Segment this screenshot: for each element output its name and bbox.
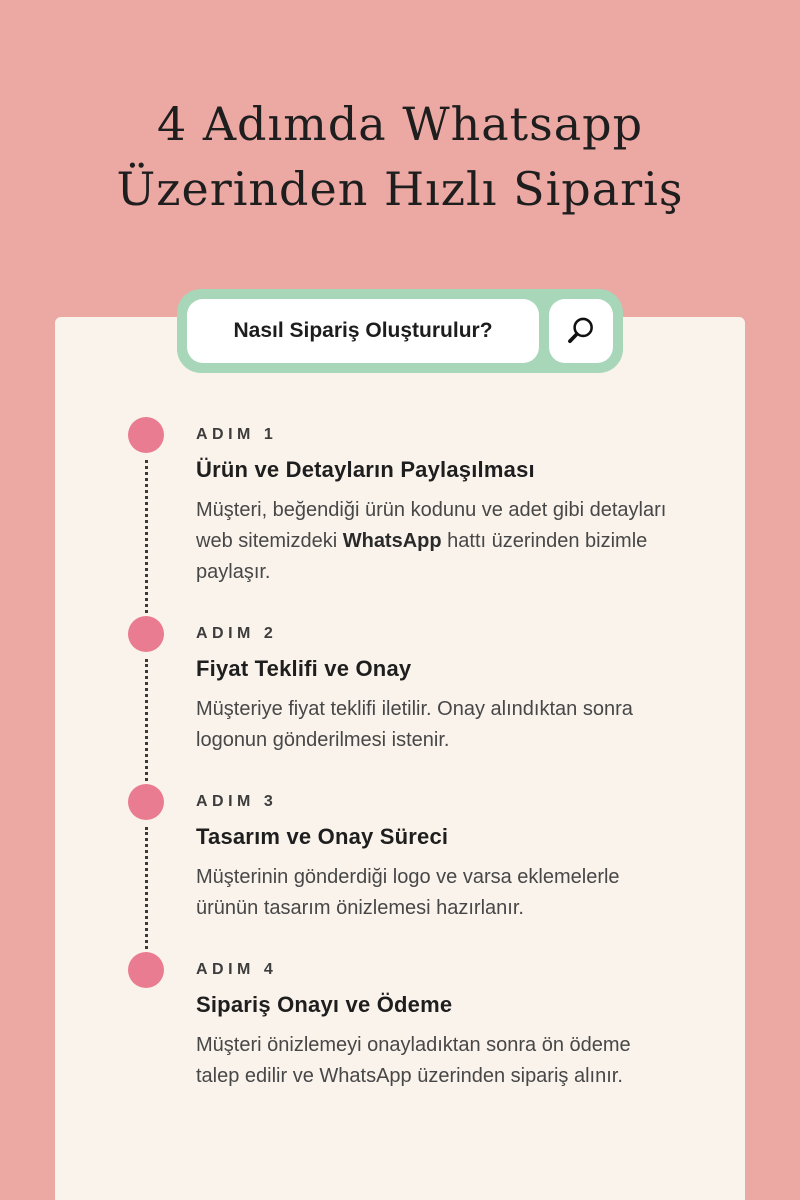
- step-body: [196, 694, 676, 756]
- step-body-text: Müşteri önizlemeyi onayladıktan sonra ön ödeme talep edilir ve WhatsApp üzerinden sipariş alınır.: [196, 1033, 631, 1087]
- search-icon: [564, 314, 598, 348]
- step-3: [128, 784, 697, 952]
- step-3-content: [196, 784, 676, 952]
- step-1-rail: [128, 417, 164, 616]
- step-1-dot: [128, 417, 164, 453]
- page-title-line2: Üzerinden Hızlı Sipariş: [116, 162, 684, 217]
- step-2-connector: [145, 659, 148, 781]
- step-3-dot: [128, 784, 164, 820]
- step-2: [128, 616, 697, 784]
- step-1-content: [196, 417, 676, 616]
- step-label: ADIM 2: [196, 624, 278, 642]
- step-label: ADIM 4: [196, 960, 278, 978]
- step-body-bold: WhatsApp: [342, 529, 442, 552]
- step-body: [196, 862, 676, 924]
- step-title: Fiyat Teklifi ve Onay: [196, 655, 412, 681]
- page-title: [0, 92, 800, 223]
- step-body-text: Müşteri, beğendiği ürün kodunu ve adet gibi detayları web sitemizdeki: [196, 498, 667, 552]
- steps-panel: [55, 317, 745, 1200]
- step-4-dot: [128, 952, 164, 988]
- step-4-rail: [128, 952, 164, 1120]
- timeline: [128, 417, 697, 1120]
- step-2-content: [196, 616, 676, 784]
- step-2-rail: [128, 616, 164, 784]
- step-3-connector: [145, 827, 148, 949]
- step-body-text: Müşterinin gönderdiği logo ve varsa eklemelerle ürünün tasarım önizlemesi hazırlanır.: [196, 865, 620, 919]
- step-4: [128, 952, 697, 1120]
- step-label: ADIM 3: [196, 792, 278, 810]
- search-bar: [177, 289, 623, 373]
- search-button[interactable]: [549, 299, 613, 363]
- step-1-connector: [145, 460, 148, 613]
- search-input[interactable]: Nasıl Sipariş Oluşturulur?: [187, 299, 539, 363]
- step-title: Sipariş Onayı ve Ödeme: [196, 991, 453, 1017]
- step-title: Tasarım ve Onay Süreci: [196, 823, 449, 849]
- step-body-text: Müşteriye fiyat teklifi iletilir. Onay alındıktan sonra logonun gönderilmesi istenir.: [196, 697, 633, 751]
- step-1: [128, 417, 697, 616]
- step-label: ADIM 1: [196, 425, 278, 443]
- step-3-rail: [128, 784, 164, 952]
- step-body: [196, 495, 676, 588]
- page-title-line1: 4 Adımda Whatsapp: [156, 97, 644, 151]
- step-4-content: [196, 952, 676, 1120]
- step-body: [196, 1030, 676, 1092]
- step-body-text: hattı üzerinden bizimle paylaşır.: [196, 529, 648, 583]
- step-title: Ürün ve Detayların Paylaşılması: [196, 456, 535, 482]
- step-2-dot: [128, 616, 164, 652]
